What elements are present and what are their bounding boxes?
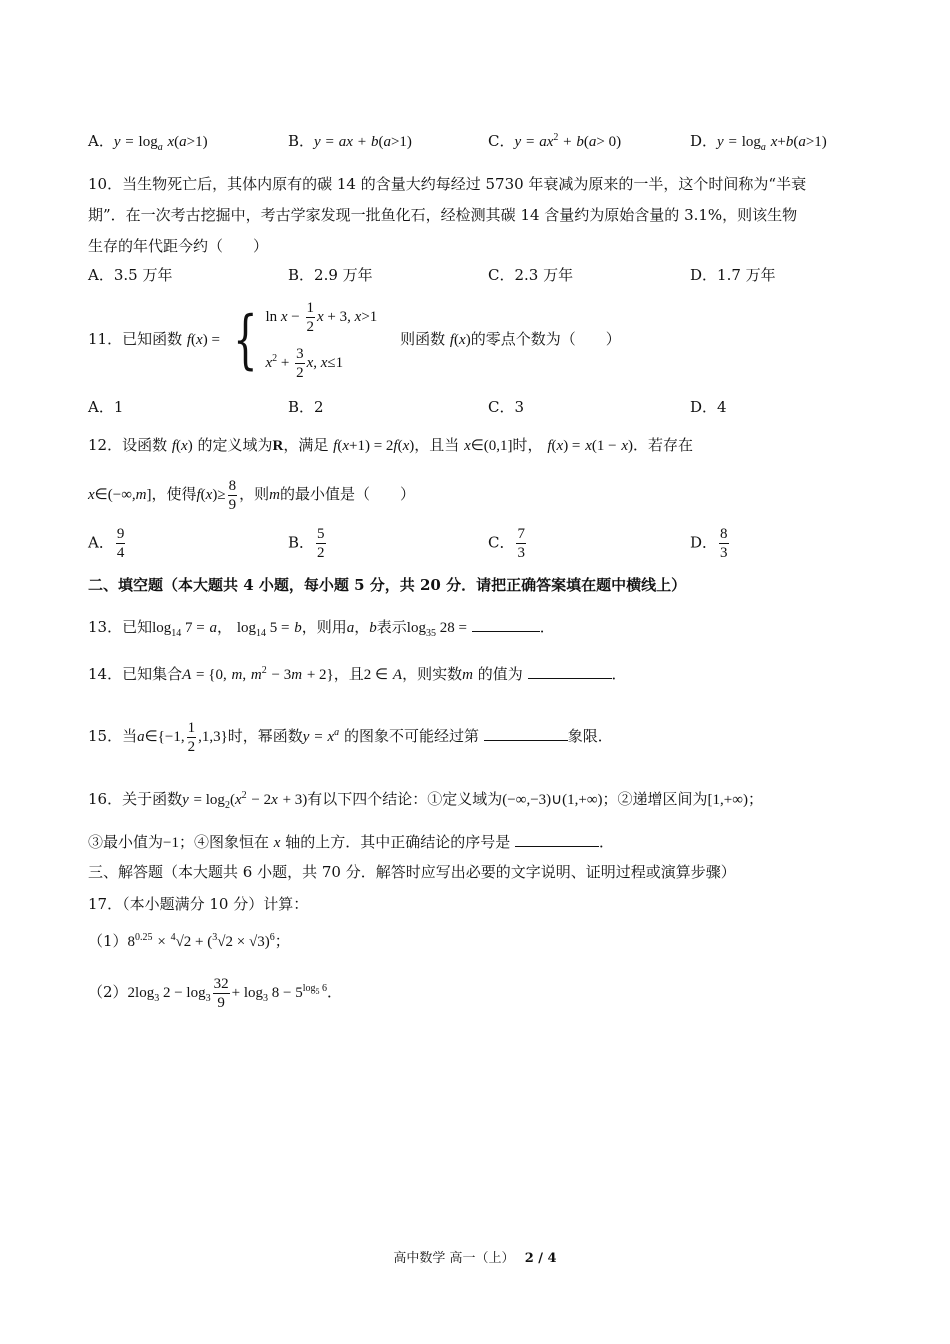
q9-options	[88, 130, 868, 170]
q11-option-c: C．3	[488, 398, 525, 416]
q12-option-b: B． $\frac{5}{2}$	[288, 526, 325, 561]
q9-option-c: C．$y = ax^2 + b(a> 0)$	[488, 132, 622, 150]
section-2-heading: 二、填空题（本大题共 4 小题，每小题 5 分，共 20 分．请把正确答案填在题中横线上）	[88, 576, 687, 594]
q10-option-a: A．3.5 万年	[88, 266, 173, 284]
piecewise-cases: ln x − $\frac{1}{2}$ x + 3, x>1 $x^2$ + $\frac{3}{2}$ x, x≤1	[265, 300, 378, 382]
q11-option-b: B．2	[288, 398, 324, 416]
q17-title: 17．（本小题满分 10 分）计算：	[88, 895, 309, 913]
q14-answer-blank[interactable]	[528, 662, 612, 679]
q15-text: 15．当a∈{−1, $\frac{1}{2}$ ,1,3}时，幂函数$y = x^a$ 的图象不可能经过第 象限．	[88, 719, 613, 755]
q10-option-b: B．2.9 万年	[288, 266, 373, 284]
q9-option-d: D．$y = \log_a x+b(a>1)$	[690, 132, 827, 153]
page-footer	[0, 1247, 950, 1266]
q11-text: 11．已知函数 f(x) = { ln x − $\frac{1}{2}$ x + 3, x>1 $x^2$ + $\frac{3}{2}$ x, x≤1 则函数 f(x)的零点个数为（ ）	[88, 292, 868, 387]
q9-option-a: A．$y = \log_a x(a>1)$	[88, 132, 208, 153]
q13-text: 13．已知$\log_{14} 7 = a$， $\log_{14} 5 = b$，则用a，b表示$\log_{35} 28$ = ．	[88, 615, 868, 639]
q10-line-1: 10．当生物死亡后，其体内原有的碳 14 的含量大约每经过 5730 年衰减为原来的一半，这个时间称为“半衰	[88, 175, 807, 193]
q11-options	[88, 396, 868, 436]
q10-option-c: C．2.3 万年	[488, 266, 574, 284]
q16-answer-blank[interactable]	[515, 830, 599, 847]
q11-option-a: A．1	[88, 398, 124, 416]
footer-page-number: 2 / 4	[524, 1251, 557, 1266]
q17-part-1: $(1)8^{0.25} \times ^4√2 + (^3√2 \times √3)^6$；	[88, 932, 290, 950]
footer-subject: 高中数学 高一（上）	[393, 1251, 515, 1266]
q10-line-2: 期”．在一次考古挖掘中，考古学家发现一批鱼化石，经检测其碳 14 含量约为原始含量的 3.1%，则该生物	[88, 206, 798, 224]
q14-text: 14．已知集合A = {0, m, $m^2 - 3m + 2$}，且2 ∈ A，则实数m 的值为 ．	[88, 662, 868, 686]
q12-line-2: x∈(−∞,m]，使得f(x)≥ $\frac{8}{9}$ ，则m的最小值是（ ）	[88, 477, 415, 513]
q12-options	[88, 525, 868, 565]
section-3-heading: 三、解答题（本大题共 6 小题，共 70 分．解答时应写出必要的文字说明、证明过程或演算步骤）	[88, 863, 736, 881]
q16-line-1: 16．关于函数$y = \log_2(x^2 - 2x + 3)$有以下四个结论：①定义域为(−∞,−3)∪(1,+∞)；②递增区间为[1,+∞)；	[88, 790, 763, 811]
q11-option-d: D．4	[690, 398, 727, 416]
q13-answer-blank[interactable]	[472, 615, 540, 632]
q12-line-1: 12．设函数 f(x) 的定义域为R，满足 f(x+1) = 2f(x)，且当 x∈(0,1]时， f(x) = x(1 − x)．若存在	[88, 436, 694, 454]
q10-line-3: 生存的年代距今约（ ）	[88, 237, 269, 255]
q17-part-2: $(2)2\log_3$ $2 - \log_3$ $\frac{32}{9}$ + $\log_3 8 - 5^{log_5 6}$．	[88, 975, 343, 1011]
q10-text	[88, 169, 866, 262]
q15-answer-blank[interactable]	[484, 724, 568, 741]
piecewise-brace: {	[232, 303, 258, 377]
q16-line-2: ③最小值为−1；④图象恒在 x 轴的上方．其中正确结论的序号是 ．	[88, 830, 868, 854]
q10-option-d: D．1.7 万年	[690, 266, 776, 284]
q12-option-a: A． $\frac{9}{4}$	[88, 526, 125, 561]
q12-option-d: D． $\frac{8}{3}$	[690, 526, 728, 561]
q9-option-b: B．y = ax + b(a>1)	[288, 132, 412, 150]
q12-option-c: C． $\frac{7}{3}$	[488, 526, 525, 561]
